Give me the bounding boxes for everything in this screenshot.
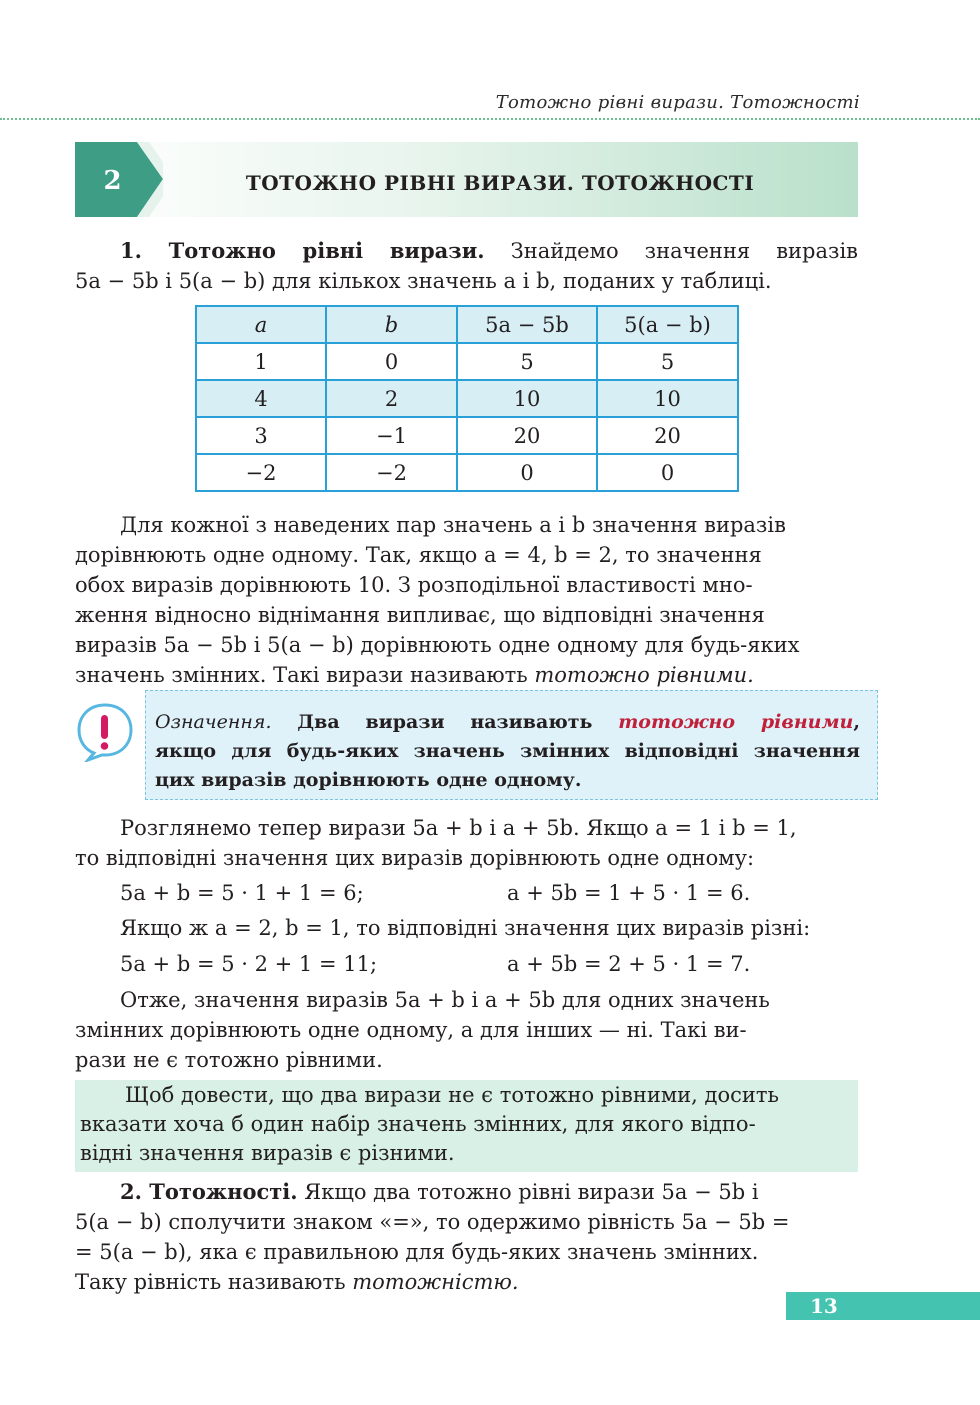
paragraph-2-line-1: Для кожної з наведених пар значень a і b значення виразів: [120, 513, 786, 537]
paragraph-5-line-1: [75, 1177, 858, 1207]
equation-2-left: 5a + b = 5 · 2 + 1 = 11;: [120, 952, 378, 976]
paragraph-5-line-3: = 5(a − b), яка є правильною для будь-яких значень змінних.: [75, 1240, 759, 1264]
table-cell: 5: [457, 343, 597, 380]
section-title: ТОТОЖНО РІВНІ ВИРАЗИ. ТОТОЖНОСТІ: [245, 171, 755, 195]
paragraph-3-line-3: Якщо ж a = 2, b = 1, то відповідні значення цих виразів різні:: [120, 916, 811, 940]
table-header-cell: 5(a − b): [597, 306, 738, 343]
paragraph-text: Знайдемо значення виразів: [484, 239, 858, 263]
paragraph-text: Таку рівність називають: [75, 1270, 353, 1294]
section-number: 2: [103, 166, 122, 196]
subsection-heading-2: 2. Тотожності.: [120, 1179, 298, 1204]
paragraph-4-line-3: рази не є тотожно рівними.: [75, 1048, 383, 1072]
definition-text: [155, 708, 860, 795]
table-cell: 20: [457, 417, 597, 454]
definition-line-1: [155, 708, 860, 737]
table-cell: 0: [457, 454, 597, 491]
paragraph-1-line-1: [75, 236, 858, 266]
table-cell: 3: [196, 417, 326, 454]
table-header-cell: 5a − 5b: [457, 306, 597, 343]
table-cell: −2: [326, 454, 457, 491]
table-row: [196, 380, 738, 417]
table-cell: 10: [597, 380, 738, 417]
table-row: [196, 343, 738, 380]
definition-line-3: цих виразів дорівнюють одне одному.: [155, 769, 582, 791]
page-number: 13: [810, 1294, 838, 1318]
paragraph-2-line-2: дорівнюють одне одному. Так, якщо a = 4, b = 2, то значення: [75, 543, 762, 567]
paragraph-1-line-2: 5a − 5b і 5(a − b) для кількох значень a і b, поданих у таблиці.: [75, 269, 772, 293]
italic-term: тотожно рівними.: [534, 663, 754, 687]
table-row: [196, 454, 738, 491]
subsection-heading-1: 1. Тотожно рівні вирази.: [120, 238, 485, 263]
definition-text-part: ,: [853, 711, 860, 733]
table-cell: 10: [457, 380, 597, 417]
equation-1-right: a + 5b = 1 + 5 · 1 = 6.: [507, 881, 751, 905]
paragraph-4-line-1: Отже, значення виразів 5a + b і a + 5b для одних значень: [120, 988, 770, 1012]
note-line-1: Щоб довести, що два вирази не є тотожно рівними, досить: [125, 1083, 779, 1107]
header-divider: [0, 118, 980, 120]
running-head: Тотожно рівні вирази. Тотожності: [495, 92, 860, 113]
table-cell: 2: [326, 380, 457, 417]
definition-line-2: якщо для будь-яких значень змінних відповідні значення: [155, 740, 860, 762]
table-row: [196, 417, 738, 454]
table-header-cell: a: [196, 306, 326, 343]
paragraph-2-line-5: виразів 5a − 5b і 5(a − b) дорівнюють одне одному для будь-яких: [75, 633, 800, 657]
note-text: [80, 1081, 853, 1168]
paragraph-text: значень змінних. Такі вирази називають: [75, 663, 535, 687]
page-number-tab: [786, 1292, 980, 1320]
equation-2-right: a + 5b = 2 + 5 · 1 = 7.: [507, 952, 751, 976]
table-cell: 20: [597, 417, 738, 454]
definition-label: Означення.: [155, 711, 272, 733]
paragraph-2-line-4: ження відносно віднімання випливає, що відповідні значення: [75, 603, 765, 627]
table-cell: −2: [196, 454, 326, 491]
table-header-cell: b: [326, 306, 457, 343]
table-cell: 5: [597, 343, 738, 380]
paragraph-3-line-1: Розглянемо тепер вирази 5a + b і a + 5b. Якщо a = 1 і b = 1,: [120, 816, 797, 840]
paragraph-5-line-2: 5(a − b) сполучити знаком «=», то одержимо рівність 5a − 5b =: [75, 1210, 790, 1234]
note-line-2: вказати хоча б один набір значень змінних, для якого відпо-: [80, 1112, 756, 1136]
table-cell: 4: [196, 380, 326, 417]
exclamation-speech-bubble-icon: [76, 702, 134, 762]
table-cell: 0: [326, 343, 457, 380]
definition-text-part: Два вирази називають: [271, 711, 619, 733]
paragraph-2-line-6: [75, 660, 858, 690]
table-cell: −1: [326, 417, 457, 454]
paragraph-2-line-3: обох виразів дорівнюють 10. З розподільної властивості мно-: [75, 573, 753, 597]
table-cell: 0: [597, 454, 738, 491]
paragraph-4-line-2: змінних дорівнюють одне одному, а для інших — ні. Такі ви-: [75, 1018, 747, 1042]
note-line-3: відні значення виразів є різними.: [80, 1141, 455, 1165]
paragraph-5-line-4: [75, 1267, 858, 1297]
values-table: [195, 305, 739, 492]
table-cell: 1: [196, 343, 326, 380]
paragraph-text: Якщо два тотожно рівні вирази 5a − 5b і: [297, 1180, 759, 1204]
italic-term: тотожністю.: [352, 1270, 519, 1294]
equation-1-left: 5a + b = 5 · 1 + 1 = 6;: [120, 881, 364, 905]
paragraph-3-line-2: то відповідні значення цих виразів дорівнюють одне одному:: [75, 846, 755, 870]
definition-term: тотожно рівними: [618, 711, 854, 733]
table-header-row: [196, 306, 738, 343]
